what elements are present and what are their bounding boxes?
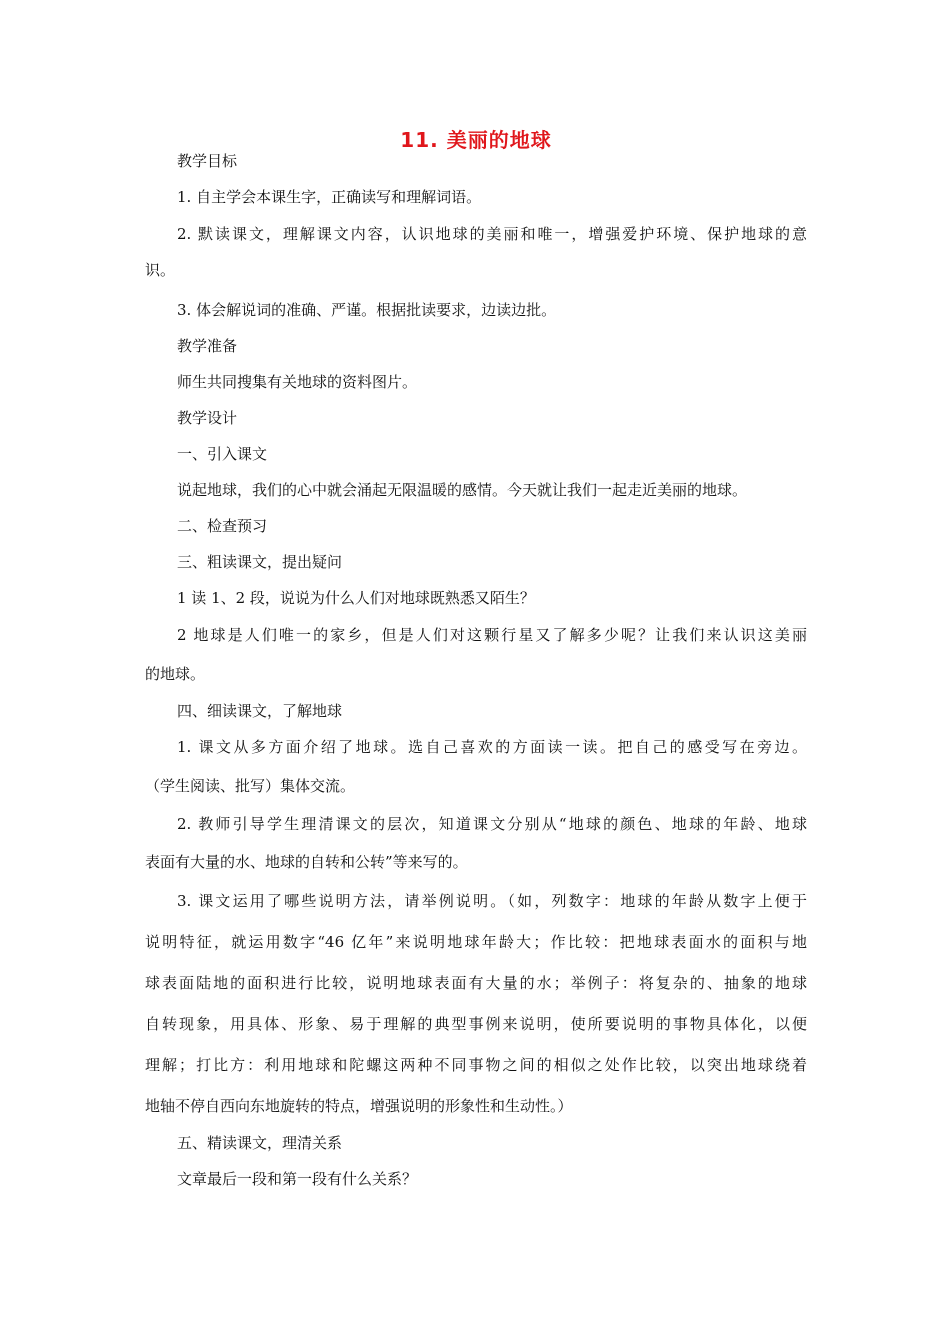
paragraph-line: 理解；打比方：利用地球和陀螺这两种不同事物之间的相似之处作比较，以突出地球绕着 <box>145 1056 807 1074</box>
paragraph-line: 2 地球是人们唯一的家乡，但是人们对这颗行星又了解多少呢？让我们来认识这美丽 <box>177 626 807 644</box>
paragraph-line: （学生阅读、批写）集体交流。 <box>145 777 356 795</box>
step-heading: 五、精读课文，理清关系 <box>177 1134 343 1152</box>
paragraph-line: 识。 <box>145 261 176 279</box>
paragraph-line: 说起地球，我们的心中就会涌起无限温暖的感情。今天就让我们一起走近美丽的地球。 <box>177 481 748 499</box>
paragraph-line: 1 读 1、2 段，说说为什么人们对地球既熟悉又陌生？ <box>177 589 535 607</box>
step-heading: 二、检查预习 <box>177 517 268 535</box>
paragraph-line: 说明特征，就运用数字“46 亿年”来说明地球年龄大；作比较：把地球表面水的面积与地 <box>145 933 807 951</box>
document-title: 11. 美丽的地球 <box>400 128 552 152</box>
section-heading-preparation: 教学准备 <box>177 337 238 355</box>
paragraph-line: 自转现象，用具体、形象、易于理解的典型事例来说明，使所要说明的事物具体化，以便 <box>145 1015 807 1033</box>
section-heading-design: 教学设计 <box>177 409 238 427</box>
paragraph-line: 1. 课文从多方面介绍了地球。选自己喜欢的方面读一读。把自己的感受写在旁边。 <box>177 738 807 756</box>
step-heading: 三、粗读课文，提出疑问 <box>177 553 343 571</box>
paragraph-line: 师生共同搜集有关地球的资料图片。 <box>177 373 418 391</box>
paragraph-line: 地轴不停自西向东地旋转的特点，增强说明的形象性和生动性。） <box>145 1097 573 1115</box>
paragraph-line: 球表面陆地的面积进行比较，说明地球表面有大量的水；举例子：将复杂的、抽象的地球 <box>145 974 807 992</box>
paragraph-line: 3. 体会解说词的准确、严谨。根据批读要求，边读边批。 <box>177 301 557 319</box>
paragraph-line: 文章最后一段和第一段有什么关系？ <box>177 1170 418 1188</box>
paragraph-line: 2. 默读课文，理解课文内容，认识地球的美丽和唯一，增强爱护环境、保护地球的意 <box>177 225 807 243</box>
paragraph-line: 2. 教师引导学生理清课文的层次，知道课文分别从“地球的颜色、地球的年龄、地球 <box>177 815 807 833</box>
paragraph-line: 1. 自主学会本课生字，正确读写和理解词语。 <box>177 188 482 206</box>
paragraph-line: 3. 课文运用了哪些说明方法，请举例说明。（如，列数字：地球的年龄从数字上便于 <box>177 892 807 910</box>
paragraph-line: 表面有大量的水、地球的自转和公转”等来写的。 <box>145 853 468 871</box>
step-heading: 四、细读课文，了解地球 <box>177 702 343 720</box>
paragraph-line: 的地球。 <box>145 665 206 683</box>
section-heading-objectives: 教学目标 <box>177 152 238 170</box>
step-heading: 一、引入课文 <box>177 445 268 463</box>
